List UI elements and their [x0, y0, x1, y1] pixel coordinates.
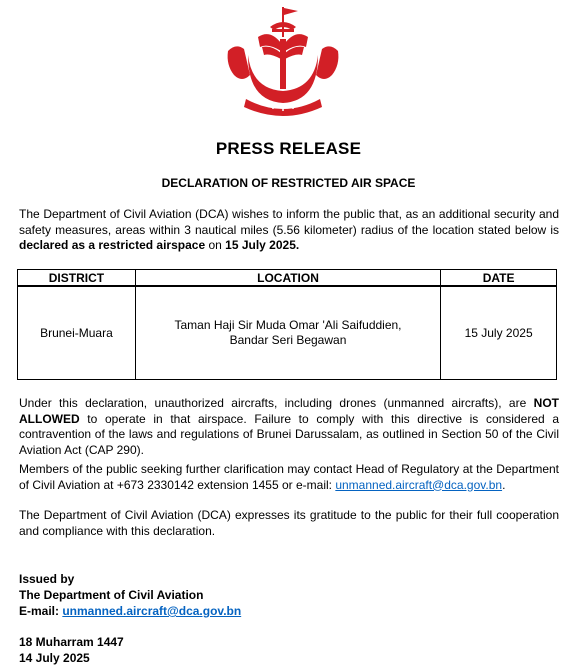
email-label: E-mail: [19, 604, 63, 618]
contact-paragraph [19, 462, 559, 493]
intro-declared-bold: declared as a restricted airspace [19, 238, 206, 252]
issuer-email-link[interactable]: unmanned.aircraft@dca.gov.bn [62, 604, 242, 618]
page-title: PRESS RELEASE [215, 139, 362, 158]
issuer-block [19, 571, 241, 619]
column-header-location: LOCATION [135, 270, 440, 287]
table-header-row [18, 270, 557, 287]
location-line-1: Taman Haji Sir Muda Omar 'Ali Saifuddien, [174, 318, 402, 332]
issuer-name: The Department of Civil Aviation [19, 588, 204, 602]
intro-on-text: on [205, 238, 226, 252]
column-header-date: DATE [441, 270, 557, 287]
declaration-text-before: Under this declaration, unauthorized aircrafts, including drones (unmanned aircrafts), are [19, 396, 534, 410]
page-subtitle: DECLARATION OF RESTRICTED AIR SPACE [161, 176, 416, 190]
contact-email-link[interactable]: unmanned.aircraft@dca.gov.bn [335, 477, 503, 492]
table-row [18, 286, 557, 380]
declaration-text-after: to operate in that airspace. Failure to comply with this directive is considered a contravention of the laws and regulations of Brunei Darussalam, as outlined in Section 50 of the Civil Aviation Act (CAP 290). [19, 411, 559, 457]
intro-paragraph [19, 207, 559, 254]
hijri-date: 18 Muharram 1447 [19, 635, 124, 649]
intro-date-bold: 15 July 2025. [225, 238, 300, 252]
declaration-paragraph [19, 396, 559, 458]
contact-text: Members of the public seeking further clarification may contact Head of Regulatory at the Department of Civil Aviation at +673 2330142 extension 1455 or e-mail: [19, 462, 559, 492]
issuer-email-line [19, 603, 241, 619]
issued-by-label: Issued by [19, 572, 75, 586]
date-block [19, 634, 124, 666]
intro-text: The Department of Civil Aviation (DCA) wishes to inform the public that, as an additional security and safety measures, areas within 3 nautical miles (5.56 kilometer) radius of the location stated below is [19, 207, 559, 237]
thanks-paragraph: The Department of Civil Aviation (DCA) expresses its gratitude to the public for their full cooperation and compliance with this declaration. [19, 508, 559, 538]
date-cell: 15 July 2025 [441, 286, 557, 380]
gregorian-date: 14 July 2025 [19, 651, 90, 665]
contact-text-end: . [502, 477, 506, 492]
location-cell [135, 286, 440, 380]
location-line-2: Bandar Seri Begawan [229, 333, 347, 347]
column-header-district: DISTRICT [18, 270, 136, 287]
brunei-national-crest-icon [218, 3, 348, 121]
not-allowed-bold: NOT ALLOWED [19, 396, 559, 426]
district-cell: Brunei-Muara [18, 286, 136, 380]
restricted-area-table [17, 269, 557, 380]
